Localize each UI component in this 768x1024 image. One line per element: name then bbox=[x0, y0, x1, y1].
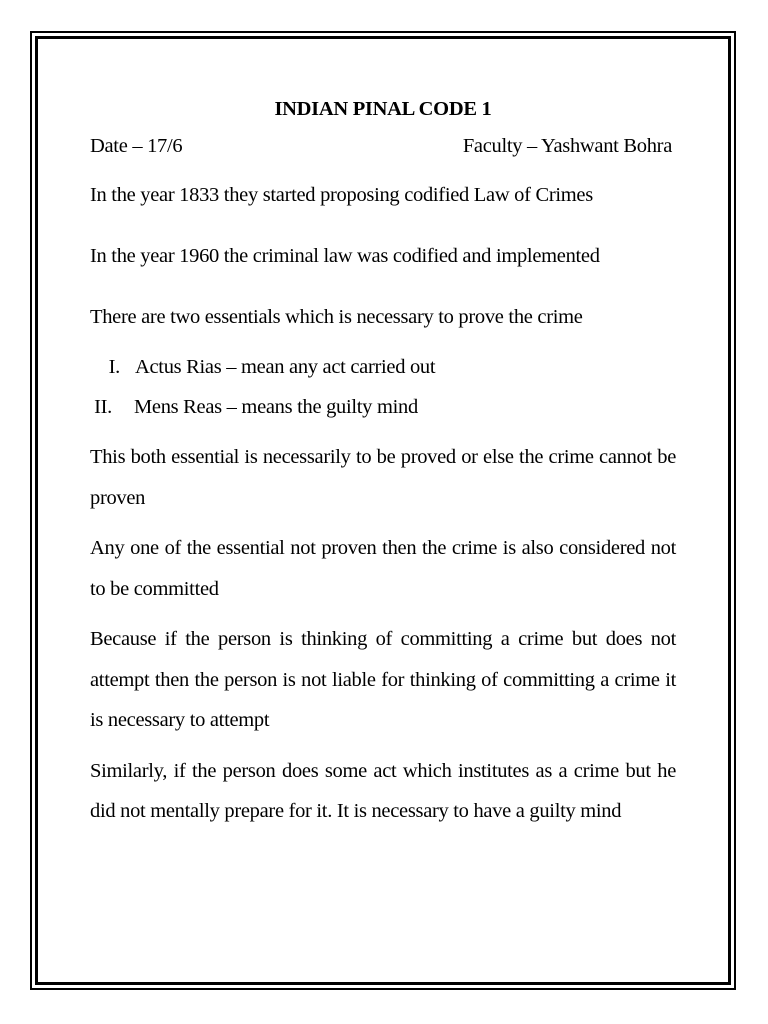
list-item bbox=[90, 347, 676, 387]
text-line: There are two essentials which is necessary to prove the crime bbox=[90, 306, 583, 328]
list-number: I. bbox=[108, 356, 120, 378]
paragraph: This both essential is necessarily to be proved or else the crime cannot be proven bbox=[90, 446, 676, 509]
date-label: Date – 17/6 bbox=[90, 135, 183, 157]
paragraph: Because if the person is thinking of committing a crime but does not attempt then the person is not liable for thinking of committing a crime it is necessary to attempt bbox=[90, 628, 676, 731]
text-line: In the year 1960 the criminal law was codified and implemented bbox=[90, 245, 600, 267]
faculty-label: Faculty – Yashwant Bohra bbox=[462, 135, 672, 157]
list-text: Mens Reas – means the guilty mind bbox=[134, 396, 418, 418]
header-row bbox=[90, 126, 676, 166]
essentials-list bbox=[90, 347, 676, 427]
document-body bbox=[90, 92, 676, 832]
text-line: In the year 1833 they started proposing codified Law of Crimes bbox=[90, 184, 593, 206]
list-text: Actus Rias – mean any act carried out bbox=[135, 356, 436, 378]
paragraph: Any one of the essential not proven then the crime is also considered not to be committed bbox=[90, 537, 676, 600]
list-item bbox=[90, 387, 676, 427]
list-number: II. bbox=[94, 396, 112, 418]
document-title: INDIAN PINAL CODE 1 bbox=[274, 98, 492, 120]
paragraph: Similarly, if the person does some act which institutes as a crime but he did not mentally prepare for it. It is necessary to have a guilty mind bbox=[90, 759, 676, 822]
